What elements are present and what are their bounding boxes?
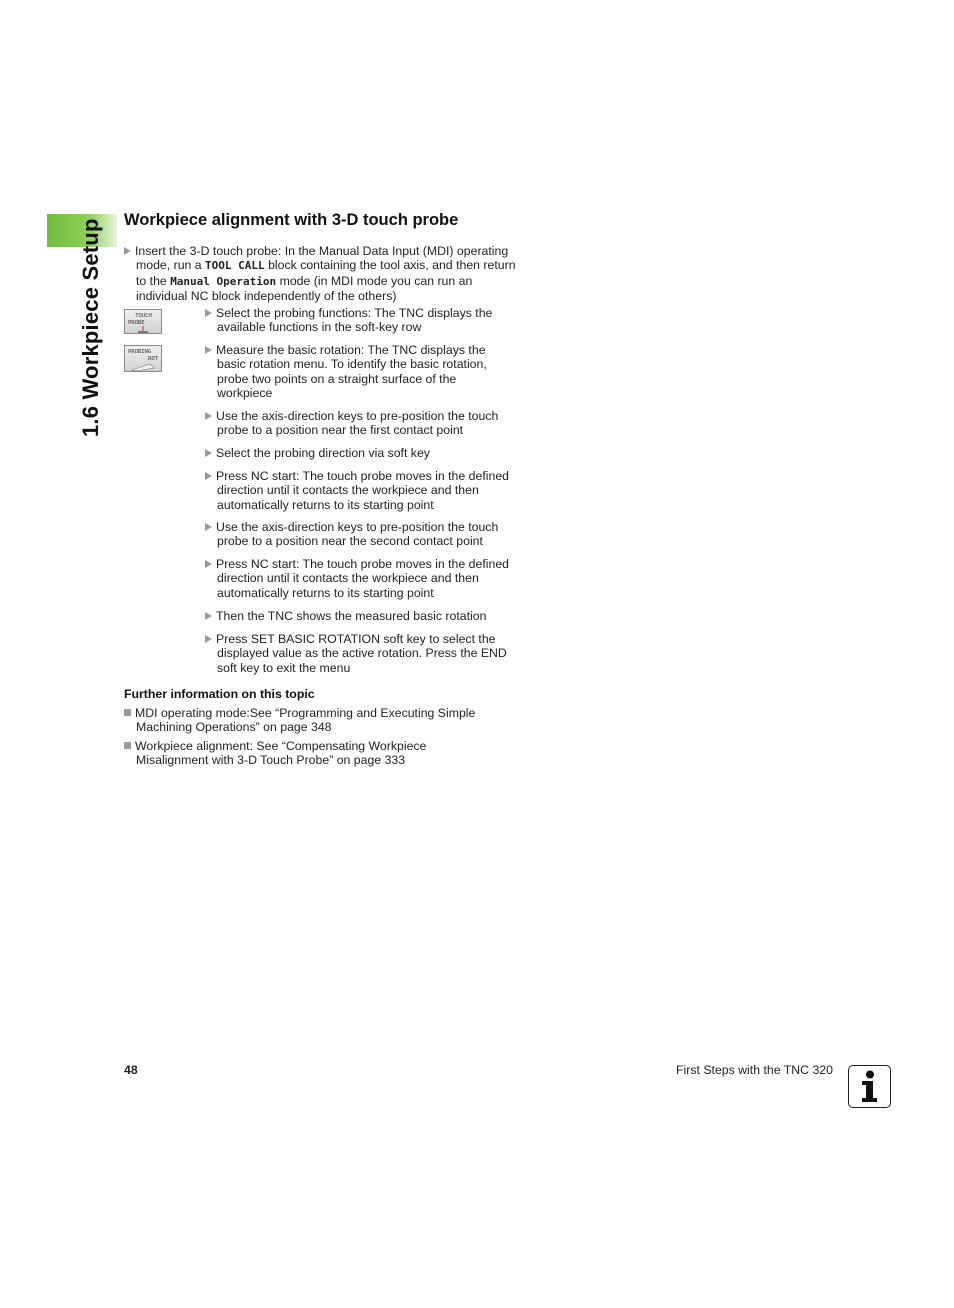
step-6: Use the axis-direction keys to pre-position the touch probe to a position near the second contact point: [205, 520, 535, 549]
step-4: Select the probing direction via soft key: [205, 446, 535, 460]
arrow-bullet-icon: [124, 247, 131, 255]
further-info-item-1: MDI operating mode:See “Programming and Executing Simple Machining Operations” on page 348: [124, 706, 544, 735]
square-bullet-icon: [124, 742, 131, 749]
code-tool-call: TOOL CALL: [205, 259, 265, 273]
step-1: Select the probing functions: The TNC displays the available functions in the soft-key row: [205, 306, 535, 335]
probing-rot-softkey: PROBING ROT: [124, 345, 162, 372]
probe-icon: [128, 326, 158, 334]
step-7: Press NC start: The touch probe moves in the defined direction until it contacts the workpiece and then automatically returns to its starting point: [205, 557, 535, 600]
chapter-title-vertical: 1.6 Workpiece Setup: [78, 218, 103, 437]
step-9: Press SET BASIC ROTATION soft key to select the displayed value as the active rotation. Press the END soft key to exit the menu: [205, 632, 535, 675]
page-number: 48: [124, 1063, 138, 1077]
further-info-title: Further information on this topic: [124, 687, 315, 701]
section-title: Workpiece alignment with 3-D touch probe: [124, 211, 459, 229]
further-info-item-2: Workpiece alignment: See “Compensating Workpiece Misalignment with 3-D Touch Probe” on page 333: [124, 739, 544, 768]
intro-paragraph: Insert the 3-D touch probe: In the Manual Data Input (MDI) operating mode, run a TOOL CALL block containing the tool axis, and then return to the Manual Operation mode (in MDI mode you can run an individual NC block independently of the others): [124, 244, 524, 304]
arrow-bullet-icon: [205, 449, 212, 457]
code-manual-operation: Manual Operation: [170, 274, 277, 288]
touch-probe-softkey: TOUCH PROBE: [124, 309, 162, 334]
step-5: Press NC start: The touch probe moves in the defined direction until it contacts the workpiece and then automatically returns to its starting point: [205, 469, 535, 512]
arrow-bullet-icon: [205, 560, 212, 568]
step-2: Measure the basic rotation: The TNC displays the basic rotation menu. To identify the basic rotation, probe two points on a straight surface of the workpiece: [205, 343, 535, 401]
book-title: First Steps with the TNC 320: [676, 1063, 833, 1077]
arrow-bullet-icon: [205, 412, 212, 420]
square-bullet-icon: [124, 709, 131, 716]
arrow-bullet-icon: [205, 635, 212, 643]
arrow-bullet-icon: [205, 612, 212, 620]
arrow-bullet-icon: [205, 346, 212, 354]
arrow-bullet-icon: [205, 472, 212, 480]
step-3: Use the axis-direction keys to pre-position the touch probe to a position near the first contact point: [205, 409, 535, 438]
step-8: Then the TNC shows the measured basic rotation: [205, 609, 535, 623]
info-icon: [848, 1065, 891, 1108]
arrow-bullet-icon: [205, 523, 212, 531]
arrow-bullet-icon: [205, 309, 212, 317]
rotation-icon: [128, 362, 158, 371]
